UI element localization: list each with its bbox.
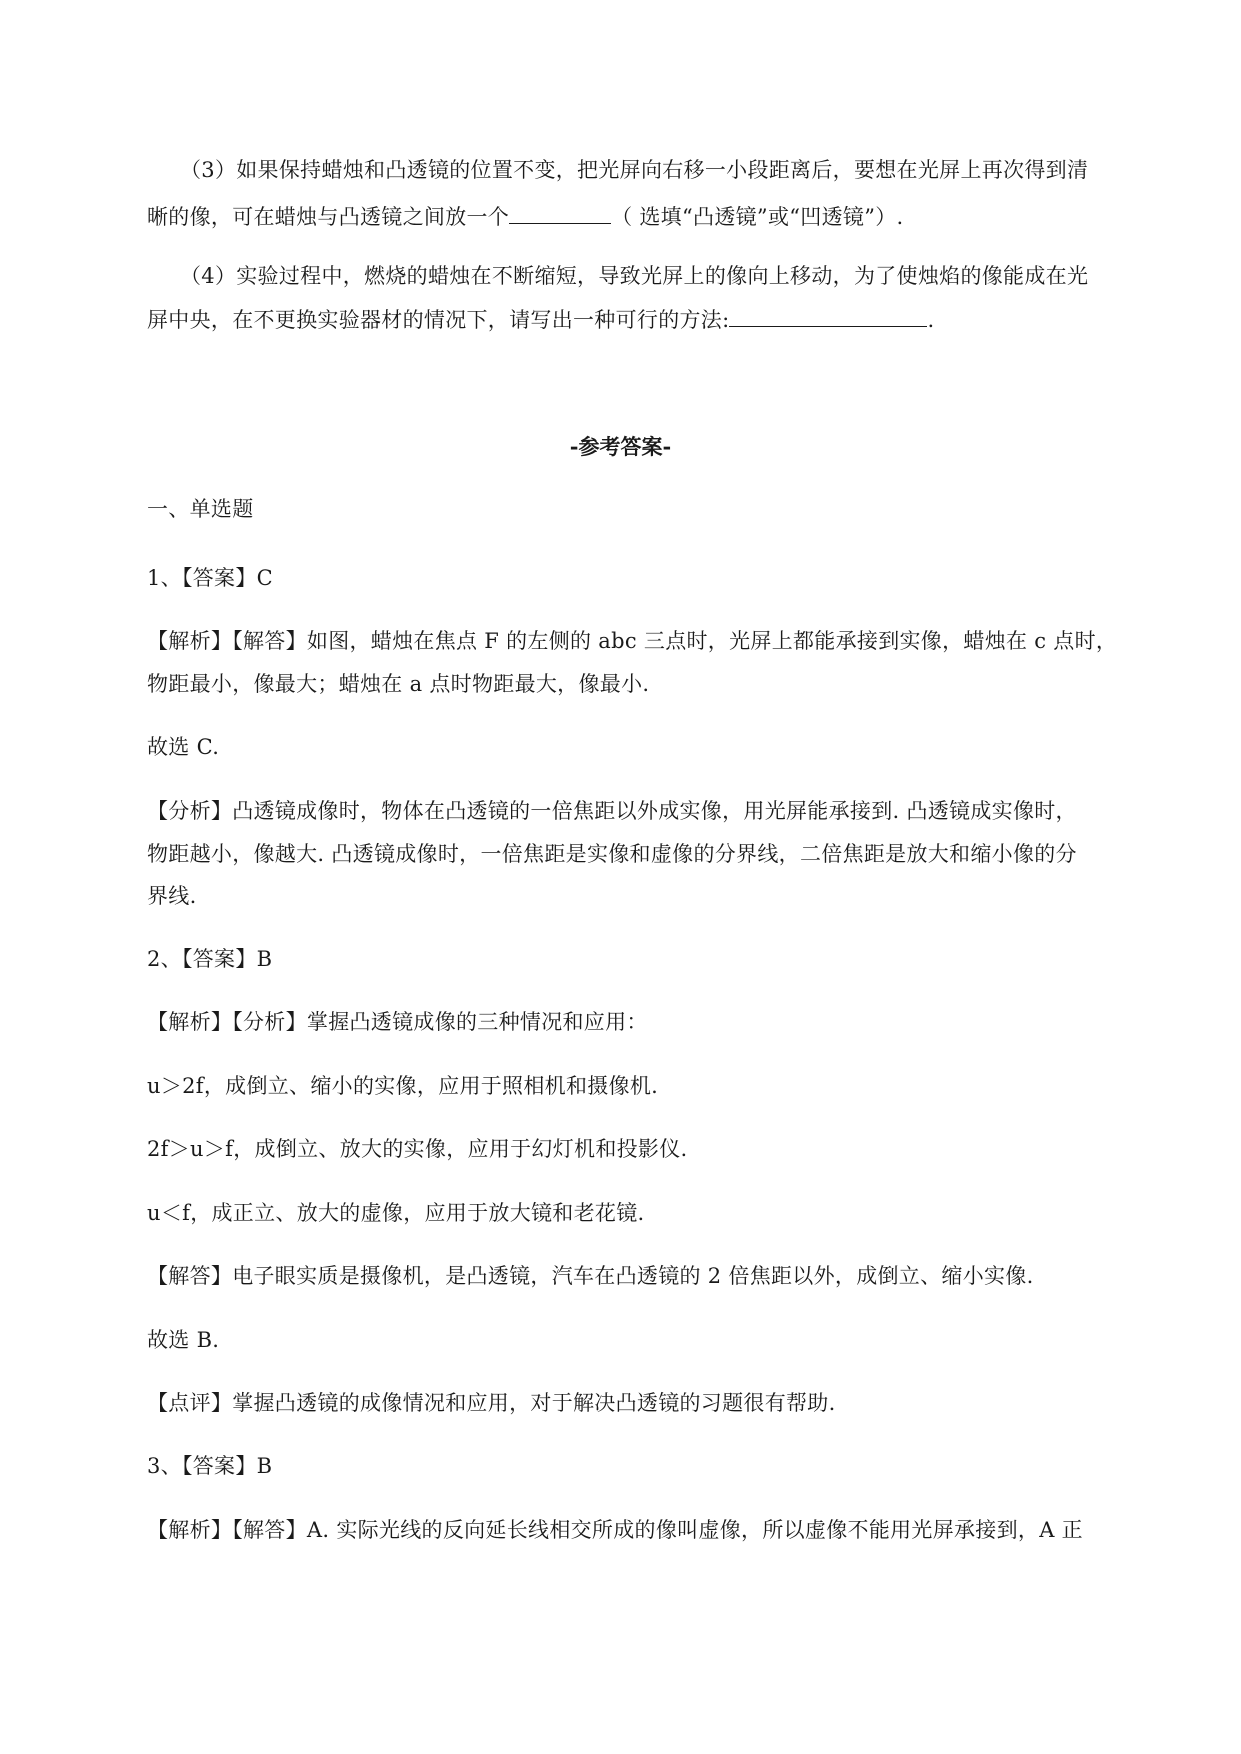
q4-answer-blank [729,304,927,327]
a2-conclusion: 故选 B. [147,1328,220,1352]
a2-dianping: 【点评】掌握凸透镜的成像情况和应用，对于解决凸透镜的习题很有帮助. [147,1391,836,1415]
answer-section-title: -参考答案- [569,434,672,459]
q4-line-2-tail: . [927,308,935,332]
a1-heading: 1、【答案】C [147,566,274,590]
q3-line-1: （3）如果保持蜡烛和凸透镜的位置不变，把光屏向右移一小段距离后，要想在光屏上再次得到清 [180,158,1089,182]
a3-heading: 3、【答案】B [147,1454,273,1478]
q3-line-2-tail: （ 选填“凸透镜”或“凹透镜”）. [611,205,904,229]
a1-jiexi-line-1: 【解析】【解答】如图，蜡烛在焦点 F 的左侧的 abc 三点时，光屏上都能承接到实像，蜡烛在 c 点时， [147,629,1118,653]
q4-line-2-text: 屏中央，在不更换实验器材的情况下，请写出一种可行的方法: [147,308,730,332]
q4-line-2 [147,304,934,335]
q3-line-2 [147,201,904,232]
a2-jieda: 【解答】电子眼实质是摄像机，是凸透镜，汽车在凸透镜的 2 倍焦距以外，成倒立、缩小实像. [147,1264,1034,1288]
q4-line-1: （4）实验过程中，燃烧的蜡烛在不断缩短，导致光屏上的像向上移动，为了使烛焰的像能成在光 [180,264,1089,288]
a1-conclusion: 故选 C. [147,735,220,759]
a2-case-3: u＜f，成正立、放大的虚像，应用于放大镜和老花镜. [147,1201,645,1225]
q3-answer-blank [509,201,611,224]
a2-heading: 2、【答案】B [147,947,273,971]
a3-jiexi: 【解析】【解答】A. 实际光线的反向延长线相交所成的像叫虚像，所以虚像不能用光屏承接到，A 正 [147,1518,1083,1542]
section-heading: 一、单选题 [147,497,254,521]
a2-jiexi: 【解析】【分析】掌握凸透镜成像的三种情况和应用： [147,1010,648,1034]
a1-fenxi-line-3: 界线. [147,884,197,908]
a1-jiexi-line-2: 物距最小，像最大；蜡烛在 a 点时物距最大，像最小. [147,672,650,696]
a2-case-2: 2f＞u＞f，成倒立、放大的实像，应用于幻灯机和投影仪. [147,1137,688,1161]
a1-fenxi-line-1: 【分析】凸透镜成像时，物体在凸透镜的一倍焦距以外成实像，用光屏能承接到. 凸透镜成实像时， [147,799,1077,823]
a1-fenxi-line-2: 物距越小，像越大. 凸透镜成像时，一倍焦距是实像和虚像的分界线，二倍焦距是放大和缩小像的分 [147,842,1077,866]
q3-line-2-text: 晰的像，可在蜡烛与凸透镜之间放一个 [147,205,510,229]
a2-case-1: u＞2f，成倒立、缩小的实像，应用于照相机和摄像机. [147,1074,659,1098]
